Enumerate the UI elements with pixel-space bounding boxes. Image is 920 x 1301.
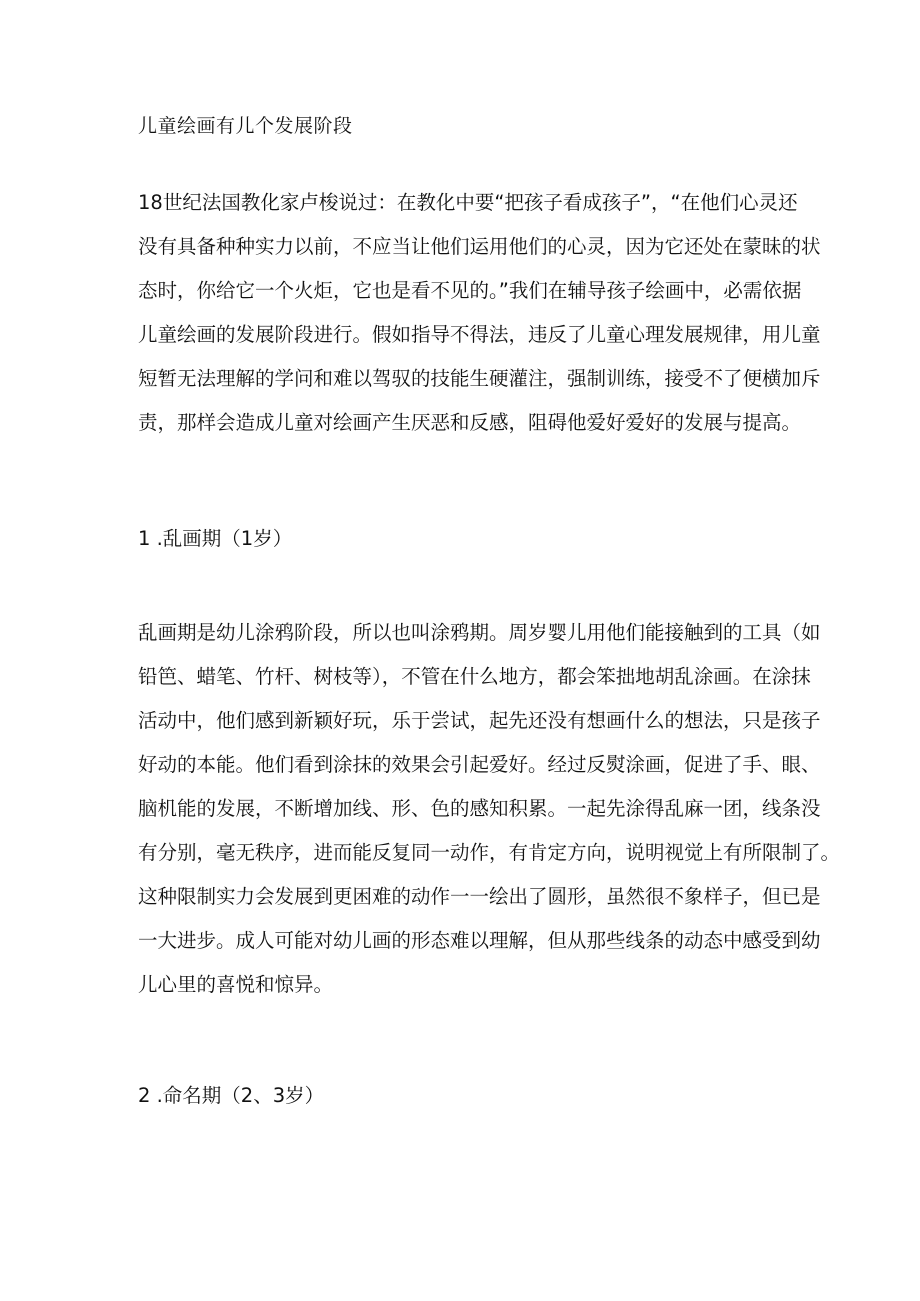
- paragraph-line: 责，那样会造成儿童对绘画产生厌恶和反感，阻碍他爱好爱好的发展与提高。: [138, 411, 802, 434]
- paragraph-line: 儿心里的喜悦和惊异。: [138, 973, 334, 996]
- paragraph-line: 18世纪法国教化家卢梭说过：在教化中要“把孩子看成孩子”，“在他们心灵还: [138, 191, 798, 214]
- paragraph-line: 脑机能的发展，不断增加线、形、色的感知积累。一起先涂得乱麻一团，线条没: [138, 797, 821, 820]
- paragraph-line: 活动中，他们感到新颖好玩，乐于尝试，起先还没有想画什么的想法，只是孩子: [138, 709, 821, 732]
- paragraph-line: 这种限制实力会发展到更困难的动作一一绘出了圆形，虽然很不象样子，但已是: [138, 885, 821, 908]
- section-heading-naming-stage: 2 .命名期（2、3岁）: [138, 1084, 325, 1107]
- intro-paragraph: [138, 181, 821, 445]
- paragraph-line: 态时，你给它一个火炬，它也是看不见的。”我们在辅导孩子绘画中，必需依据: [138, 279, 802, 302]
- scribble-stage-paragraph: [138, 611, 841, 1007]
- document-title: 儿童绘画有儿个发展阶段: [138, 115, 353, 137]
- section-heading-scribble-stage: 1 .乱画期（1岁）: [138, 527, 293, 550]
- paragraph-line: 一大进步。成人可能对幼儿画的形态难以理解，但从那些线条的动态中感受到幼: [138, 929, 821, 952]
- paragraph-line: 没有具备种种实力以前，不应当让他们运用他们的心灵，因为它还处在蒙昧的状: [138, 235, 821, 258]
- paragraph-line: 乱画期是幼儿涂鸦阶段，所以也叫涂鸦期。周岁婴儿用他们能接触到的工具（如: [138, 621, 821, 644]
- paragraph-line: 好动的本能。他们看到涂抹的效果会引起爱好。经过反熨涂画，促进了手、眼、: [138, 753, 821, 776]
- paragraph-line: 儿童绘画的发展阶段进行。假如指导不得法，违反了儿童心理发展规律，用儿童: [138, 323, 821, 346]
- paragraph-line: 有分别，毫无秩序，进而能反复同一动作，有肯定方向，说明视觉上有所限制了。: [138, 841, 841, 864]
- paragraph-line: 短暂无法理解的学问和难以驾驭的技能生硬灌注，强制训练，接受不了便横加斥: [138, 367, 821, 390]
- paragraph-line: 铅笆、蜡笔、竹杆、树枝等），不管在什么地方，都会笨拙地胡乱涂画。在涂抹: [138, 665, 811, 688]
